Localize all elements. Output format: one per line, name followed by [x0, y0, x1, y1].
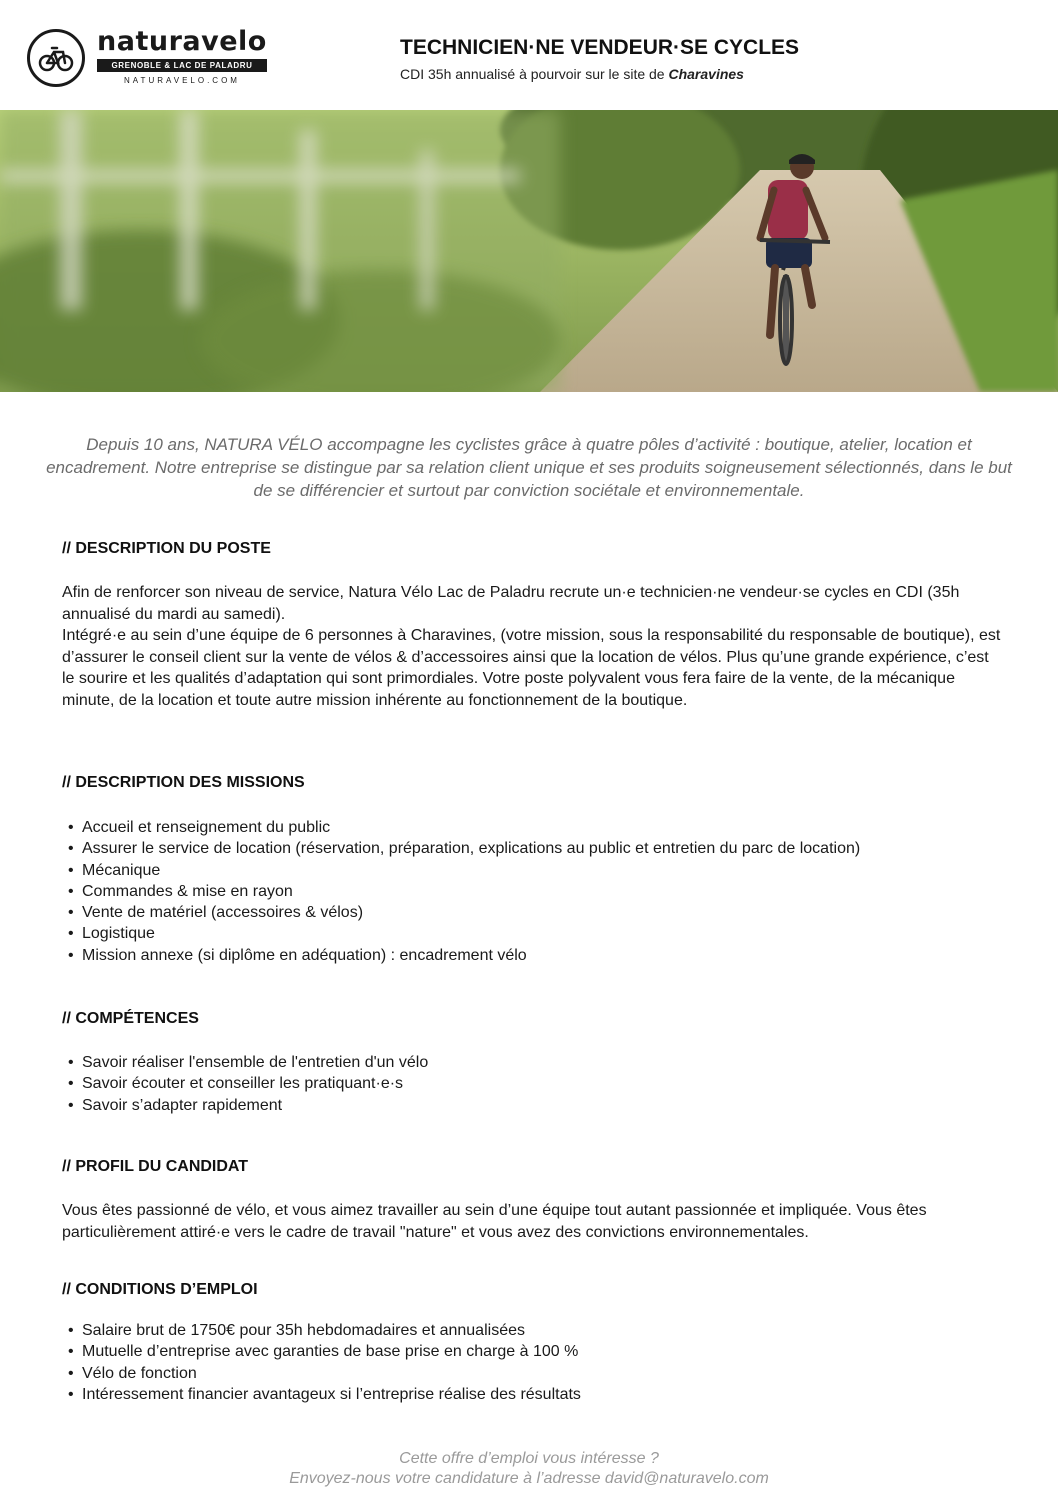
job-subtitle: [400, 66, 744, 82]
list-item: • Vente de matériel (accessoires & vélos): [68, 904, 364, 922]
job-subtitle-text: CDI 35h annualisé à pourvoir sur le site de: [400, 66, 669, 82]
profil-candidat: Vous êtes passionné de vélo, et vous aimez travailler au sein d’une équipe tout autant passionnée et impliquée. Vous êtes particulièrement attiré·e vers le cadre de travail "nature" et vous avez des convictions environnementales.: [62, 1202, 927, 1241]
poste-paragraph-1: Afin de renforcer son niveau de service, Natura Vélo Lac de Paladru recrute un·e technicien·ne vendeur·se cycles en CDI (35h annualisé du mardi au samedi).: [62, 584, 960, 623]
job-location: Charavines: [668, 66, 744, 82]
poste-paragraph-2: Intégré·e au sein d’une équipe de 6 personnes à Charavines, (votre mission, sous la responsabilité du responsable de boutique), est d’assurer le conseil client sur la vente de vélos & d’accessoires ainsi que la location de vélos. Plus qu’une grande expérience, c’est le sourire et les qualités d’adaptation qui sont primordiales. Votre poste polyvalent vous fera faire de la vente, de la mécanique minute, de la location et toute autre mission inhérente au fonctionnement de la boutique.: [62, 627, 1001, 709]
missions-list: [68, 817, 860, 966]
list-item: • Mutuelle d’entreprise avec garanties de base prise en charge à 100 %: [68, 1343, 579, 1361]
footer-contact: [0, 1449, 1058, 1489]
logo-tagline-band: GRENOBLE & LAC DE PALADRU: [97, 59, 267, 72]
list-item: • Mission annexe (si diplôme en adéquation) : encadrement vélo: [68, 946, 527, 964]
footer-question: Cette offre d’emploi vous intéresse ?: [399, 1450, 659, 1467]
list-item: • Logistique: [68, 925, 155, 943]
job-title: TECHNICIEN·NE VENDEUR·SE CYCLES: [400, 36, 800, 59]
heading-conditions-emploi: // CONDITIONS D’EMPLOI: [62, 1281, 258, 1298]
list-item: • Salaire brut de 1750€ pour 35h hebdomadaires et annualisées: [68, 1322, 525, 1339]
list-item: • Intéressement financier avantageux si l’entreprise réalise des résultats: [68, 1385, 581, 1403]
conditions-list: [68, 1320, 581, 1405]
list-item: • Vélo de fonction: [68, 1364, 197, 1382]
header: [0, 0, 1058, 110]
list-item: • Savoir écouter et conseiller les pratiquant·e·s: [68, 1075, 404, 1093]
competences-list: [68, 1052, 428, 1116]
company-intro: Depuis 10 ans, NATURA VÉLO accompagne les cyclistes grâce à quatre pôles d’activité : boutique, atelier, location et encadrement. Notre entreprise se distingue par sa relation client unique et ses produits soigneusement sélectionnés, dans le but de se différencier et surtout par conviction sociétale et environnementale.: [46, 435, 1012, 500]
heading-description-poste: // DESCRIPTION DU POSTE: [62, 540, 271, 557]
list-item: • Commandes & mise en rayon: [68, 882, 293, 900]
heading-profil-candidat: // PROFIL DU CANDIDAT: [62, 1158, 249, 1175]
list-item: • Assurer le service de location (réservation, préparation, explications au public et entretien du parc de location): [68, 840, 861, 858]
heading-description-missions: // DESCRIPTION DES MISSIONS: [62, 774, 305, 791]
list-item: • Savoir s’adapter rapidement: [68, 1096, 283, 1114]
cyclist-photo: [0, 110, 1058, 392]
list-item: • Mécanique: [68, 861, 161, 879]
description-poste: [62, 582, 1002, 711]
list-item: • Accueil et renseignement du public: [68, 819, 331, 836]
naturavelo-logo: [27, 26, 267, 96]
footer-email-line: Envoyez-nous votre candidature à l’adresse david@naturavelo.com: [289, 1470, 769, 1487]
logo-url: NATURAVELO.COM: [124, 76, 240, 85]
heading-competences: // COMPÉTENCES: [62, 1010, 199, 1027]
bicycle-logo-icon: [27, 29, 85, 87]
logo-wordmark: naturavelo: [97, 26, 267, 57]
list-item: • Savoir réaliser l'ensemble de l'entretien d'un vélo: [68, 1054, 429, 1071]
